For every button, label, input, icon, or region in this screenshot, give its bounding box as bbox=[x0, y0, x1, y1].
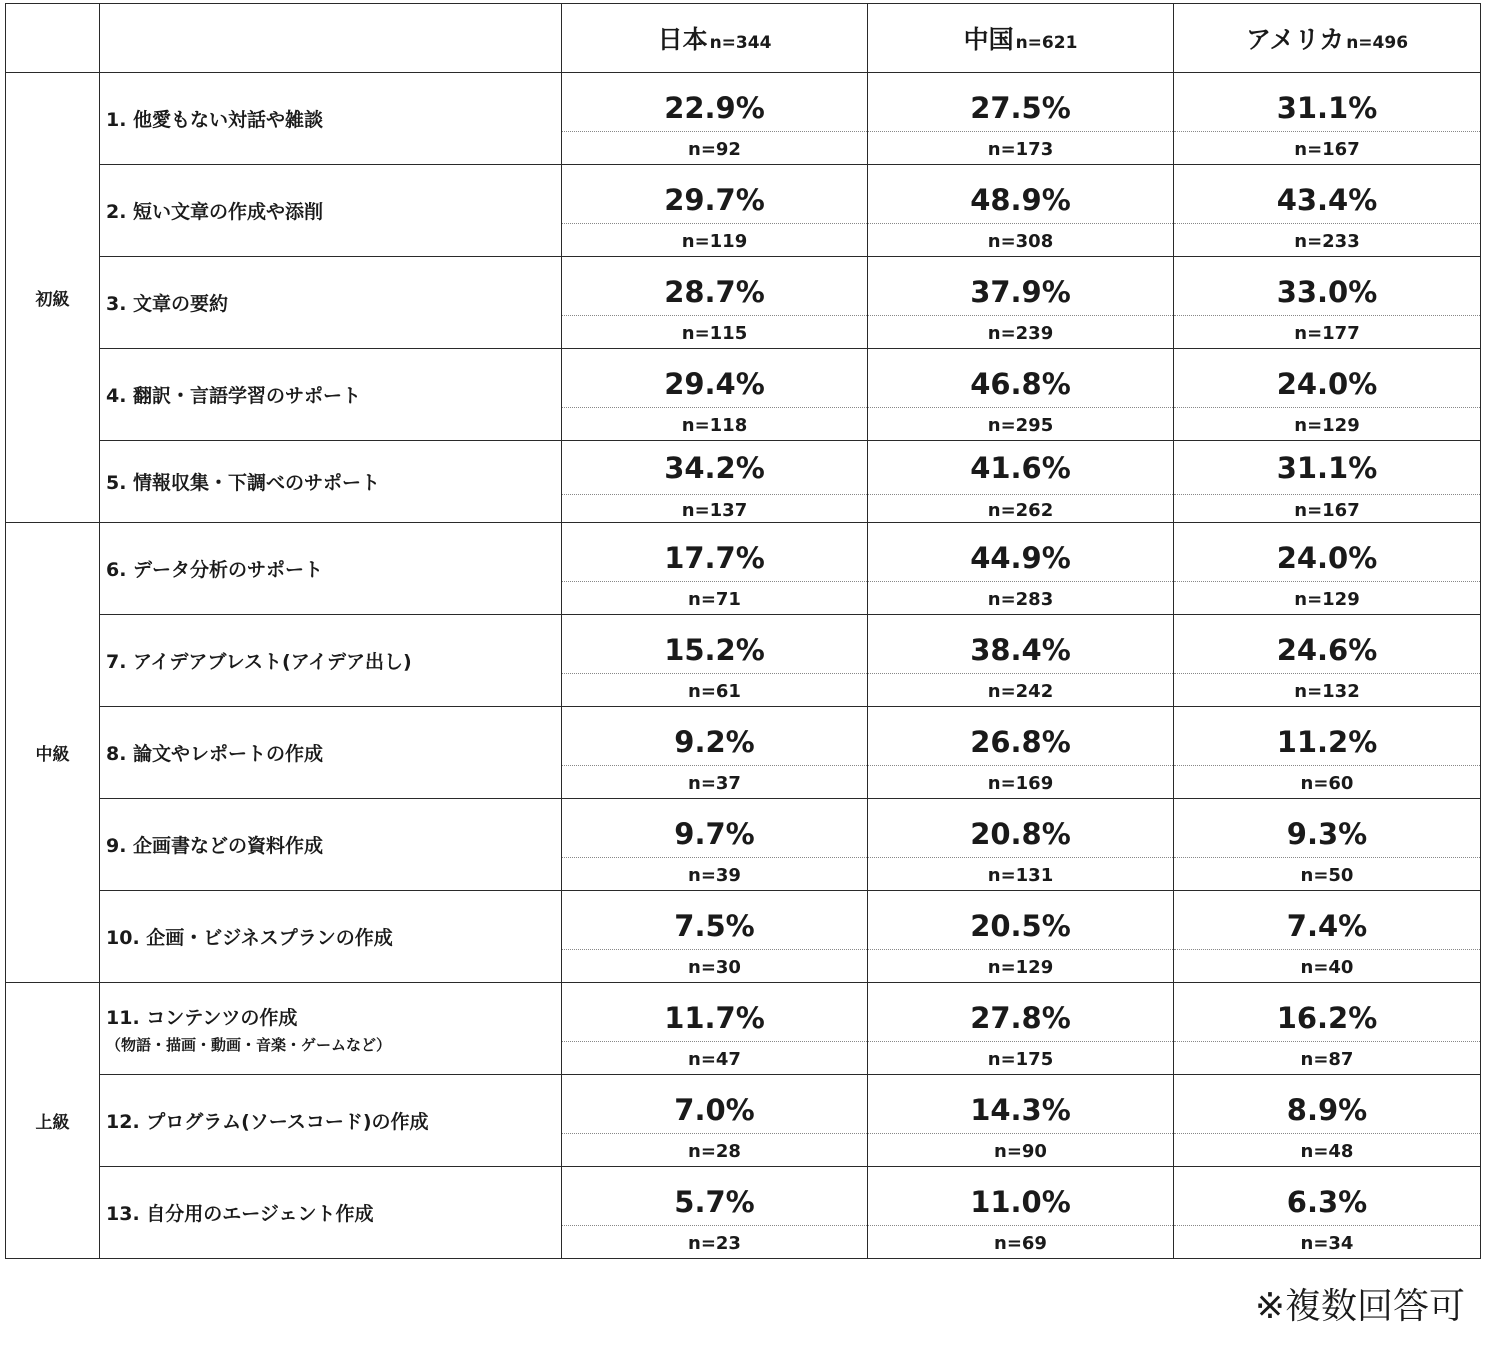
country-n: n=496 bbox=[1346, 33, 1409, 53]
percent-value: 26.8% bbox=[868, 707, 1173, 766]
table-row bbox=[6, 1075, 1481, 1167]
country-name: 中国 bbox=[963, 25, 1014, 54]
percent-value: 17.7% bbox=[562, 523, 867, 582]
header-china bbox=[868, 4, 1174, 73]
value-cell bbox=[868, 983, 1174, 1075]
value-cell bbox=[868, 1167, 1174, 1259]
count-value: n=132 bbox=[1294, 681, 1360, 702]
item-label bbox=[100, 257, 562, 349]
value-cell bbox=[868, 891, 1174, 983]
value-cell bbox=[1174, 257, 1481, 349]
value-cell bbox=[868, 441, 1174, 523]
value-cell bbox=[868, 73, 1174, 165]
count-value: n=28 bbox=[688, 1141, 741, 1162]
value-cell bbox=[562, 523, 868, 615]
count-value: n=283 bbox=[987, 589, 1054, 610]
count-value: n=242 bbox=[987, 681, 1054, 702]
percent-value: 34.2% bbox=[562, 441, 867, 495]
item-text: 13. 自分用のエージェント作成 bbox=[106, 1203, 374, 1225]
percent-value: 8.9% bbox=[1174, 1075, 1480, 1134]
percent-value: 27.8% bbox=[868, 983, 1173, 1042]
percent-value: 43.4% bbox=[1174, 165, 1480, 224]
item-label bbox=[100, 165, 562, 257]
item-label bbox=[100, 349, 562, 441]
item-label bbox=[100, 1167, 562, 1259]
table-row bbox=[6, 523, 1481, 615]
value-cell bbox=[1174, 615, 1481, 707]
count-value: n=37 bbox=[688, 773, 741, 794]
item-text: 10. 企画・ビジネスプランの作成 bbox=[106, 927, 393, 949]
percent-value: 11.0% bbox=[868, 1167, 1173, 1226]
percent-value: 44.9% bbox=[868, 523, 1173, 582]
count-value: n=131 bbox=[987, 865, 1054, 886]
value-cell bbox=[562, 1075, 868, 1167]
count-value: n=87 bbox=[1300, 1049, 1354, 1070]
percent-value: 38.4% bbox=[868, 615, 1173, 674]
item-text: 6. データ分析のサポート bbox=[106, 559, 324, 581]
value-cell bbox=[562, 707, 868, 799]
item-text: 7. アイデアブレスト(アイデア出し) bbox=[106, 651, 412, 673]
table-row bbox=[6, 73, 1481, 165]
percent-value: 41.6% bbox=[868, 441, 1173, 495]
count-value: n=90 bbox=[994, 1141, 1047, 1162]
table-row bbox=[6, 707, 1481, 799]
percent-value: 27.5% bbox=[868, 73, 1173, 132]
count-value: n=129 bbox=[1294, 589, 1360, 610]
value-cell bbox=[1174, 165, 1481, 257]
level-label: 中級 bbox=[6, 523, 100, 983]
count-value: n=262 bbox=[987, 500, 1054, 521]
percent-value: 29.4% bbox=[562, 349, 867, 408]
table-row bbox=[6, 799, 1481, 891]
percent-value: 14.3% bbox=[868, 1075, 1173, 1134]
percent-value: 28.7% bbox=[562, 257, 867, 316]
table-row bbox=[6, 441, 1481, 523]
footnote: ※複数回答可 bbox=[1254, 1286, 1465, 1327]
percent-value: 6.3% bbox=[1174, 1167, 1480, 1226]
item-text: 2. 短い文章の作成や添削 bbox=[106, 201, 324, 223]
count-value: n=118 bbox=[681, 415, 748, 436]
value-cell bbox=[562, 891, 868, 983]
percent-value: 20.5% bbox=[868, 891, 1173, 950]
level-label: 上級 bbox=[6, 983, 100, 1259]
percent-value: 7.5% bbox=[562, 891, 867, 950]
item-text: 1. 他愛もない対話や雑談 bbox=[106, 109, 324, 131]
percent-value: 9.7% bbox=[562, 799, 867, 858]
value-cell bbox=[562, 73, 868, 165]
table-row bbox=[6, 615, 1481, 707]
count-value: n=30 bbox=[688, 957, 741, 978]
item-subtext: （物語・描画・動画・音楽・ゲームなど） bbox=[106, 1035, 392, 1054]
value-cell bbox=[1174, 707, 1481, 799]
value-cell bbox=[1174, 891, 1481, 983]
value-cell bbox=[868, 799, 1174, 891]
count-value: n=175 bbox=[987, 1049, 1054, 1070]
count-value: n=308 bbox=[987, 231, 1054, 252]
value-cell bbox=[1174, 799, 1481, 891]
value-cell bbox=[562, 441, 868, 523]
count-value: n=71 bbox=[688, 589, 741, 610]
table-row bbox=[6, 165, 1481, 257]
count-value: n=233 bbox=[1294, 231, 1360, 252]
percent-value: 20.8% bbox=[868, 799, 1173, 858]
table-row bbox=[6, 349, 1481, 441]
item-label bbox=[100, 523, 562, 615]
usage-table bbox=[5, 3, 1481, 1259]
count-value: n=47 bbox=[688, 1049, 741, 1070]
item-label bbox=[100, 891, 562, 983]
count-value: n=129 bbox=[1294, 415, 1360, 436]
count-value: n=167 bbox=[1294, 500, 1360, 521]
percent-value: 46.8% bbox=[868, 349, 1173, 408]
count-value: n=92 bbox=[688, 139, 741, 160]
value-cell bbox=[1174, 1167, 1481, 1259]
value-cell bbox=[562, 983, 868, 1075]
value-cell bbox=[868, 349, 1174, 441]
count-value: n=129 bbox=[987, 957, 1054, 978]
item-text: 3. 文章の要約 bbox=[106, 293, 229, 315]
item-label bbox=[100, 1075, 562, 1167]
header-row bbox=[6, 4, 1481, 73]
value-cell bbox=[1174, 349, 1481, 441]
value-cell bbox=[868, 523, 1174, 615]
country-name: 日本 bbox=[657, 25, 708, 54]
percent-value: 48.9% bbox=[868, 165, 1173, 224]
country-n: n=344 bbox=[709, 33, 772, 53]
header-item-cell bbox=[100, 4, 562, 73]
percent-value: 7.4% bbox=[1174, 891, 1480, 950]
count-value: n=115 bbox=[681, 323, 748, 344]
level-label: 初級 bbox=[6, 73, 100, 523]
value-cell bbox=[562, 165, 868, 257]
percent-value: 9.3% bbox=[1174, 799, 1480, 858]
item-label bbox=[100, 983, 562, 1075]
item-text: 5. 情報収集・下調べのサポート bbox=[106, 472, 381, 494]
value-cell bbox=[868, 615, 1174, 707]
item-text: 9. 企画書などの資料作成 bbox=[106, 835, 324, 857]
item-text: 12. プログラム(ソースコード)の作成 bbox=[106, 1111, 429, 1133]
value-cell bbox=[1174, 1075, 1481, 1167]
country-n: n=621 bbox=[1015, 33, 1078, 53]
country-name: アメリカ bbox=[1245, 25, 1345, 54]
percent-value: 31.1% bbox=[1174, 73, 1480, 132]
value-cell bbox=[1174, 441, 1481, 523]
percent-value: 22.9% bbox=[562, 73, 867, 132]
item-label bbox=[100, 707, 562, 799]
percent-value: 24.0% bbox=[1174, 349, 1480, 408]
value-cell bbox=[562, 349, 868, 441]
count-value: n=177 bbox=[1294, 323, 1360, 344]
count-value: n=60 bbox=[1300, 773, 1354, 794]
percent-value: 29.7% bbox=[562, 165, 867, 224]
count-value: n=119 bbox=[681, 231, 748, 252]
table-row bbox=[6, 891, 1481, 983]
count-value: n=40 bbox=[1300, 957, 1354, 978]
percent-value: 24.0% bbox=[1174, 523, 1480, 582]
count-value: n=137 bbox=[681, 500, 748, 521]
count-value: n=23 bbox=[688, 1233, 741, 1254]
count-value: n=295 bbox=[987, 415, 1054, 436]
header-japan bbox=[562, 4, 868, 73]
value-cell bbox=[868, 257, 1174, 349]
count-value: n=34 bbox=[1300, 1233, 1354, 1254]
item-label bbox=[100, 615, 562, 707]
percent-value: 11.7% bbox=[562, 983, 867, 1042]
count-value: n=239 bbox=[987, 323, 1054, 344]
percent-value: 31.1% bbox=[1174, 441, 1480, 495]
value-cell bbox=[562, 615, 868, 707]
percent-value: 37.9% bbox=[868, 257, 1173, 316]
item-label bbox=[100, 441, 562, 523]
value-cell bbox=[1174, 523, 1481, 615]
percent-value: 24.6% bbox=[1174, 615, 1480, 674]
percent-value: 33.0% bbox=[1174, 257, 1480, 316]
header-usa bbox=[1174, 4, 1481, 73]
value-cell bbox=[562, 1167, 868, 1259]
value-cell bbox=[1174, 73, 1481, 165]
item-label bbox=[100, 73, 562, 165]
value-cell bbox=[868, 165, 1174, 257]
value-cell bbox=[868, 1075, 1174, 1167]
percent-value: 9.2% bbox=[562, 707, 867, 766]
table-row bbox=[6, 1167, 1481, 1259]
value-cell bbox=[1174, 983, 1481, 1075]
value-cell bbox=[562, 799, 868, 891]
value-cell bbox=[868, 707, 1174, 799]
count-value: n=48 bbox=[1300, 1141, 1354, 1162]
percent-value: 5.7% bbox=[562, 1167, 867, 1226]
count-value: n=169 bbox=[987, 773, 1054, 794]
count-value: n=69 bbox=[994, 1233, 1047, 1254]
count-value: n=39 bbox=[688, 865, 741, 886]
header-level-cell bbox=[6, 4, 100, 73]
item-text: 11. コンテンツの作成 bbox=[106, 1006, 298, 1029]
count-value: n=173 bbox=[987, 139, 1054, 160]
table-row bbox=[6, 257, 1481, 349]
percent-value: 16.2% bbox=[1174, 983, 1480, 1042]
item-label bbox=[100, 799, 562, 891]
count-value: n=167 bbox=[1294, 139, 1360, 160]
count-value: n=61 bbox=[688, 681, 741, 702]
percent-value: 7.0% bbox=[562, 1075, 867, 1134]
item-text: 8. 論文やレポートの作成 bbox=[106, 743, 324, 765]
item-text: 4. 翻訳・言語学習のサポート bbox=[106, 385, 362, 407]
count-value: n=50 bbox=[1300, 865, 1354, 886]
table-row bbox=[6, 983, 1481, 1075]
value-cell bbox=[562, 257, 868, 349]
percent-value: 15.2% bbox=[562, 615, 867, 674]
percent-value: 11.2% bbox=[1174, 707, 1480, 766]
